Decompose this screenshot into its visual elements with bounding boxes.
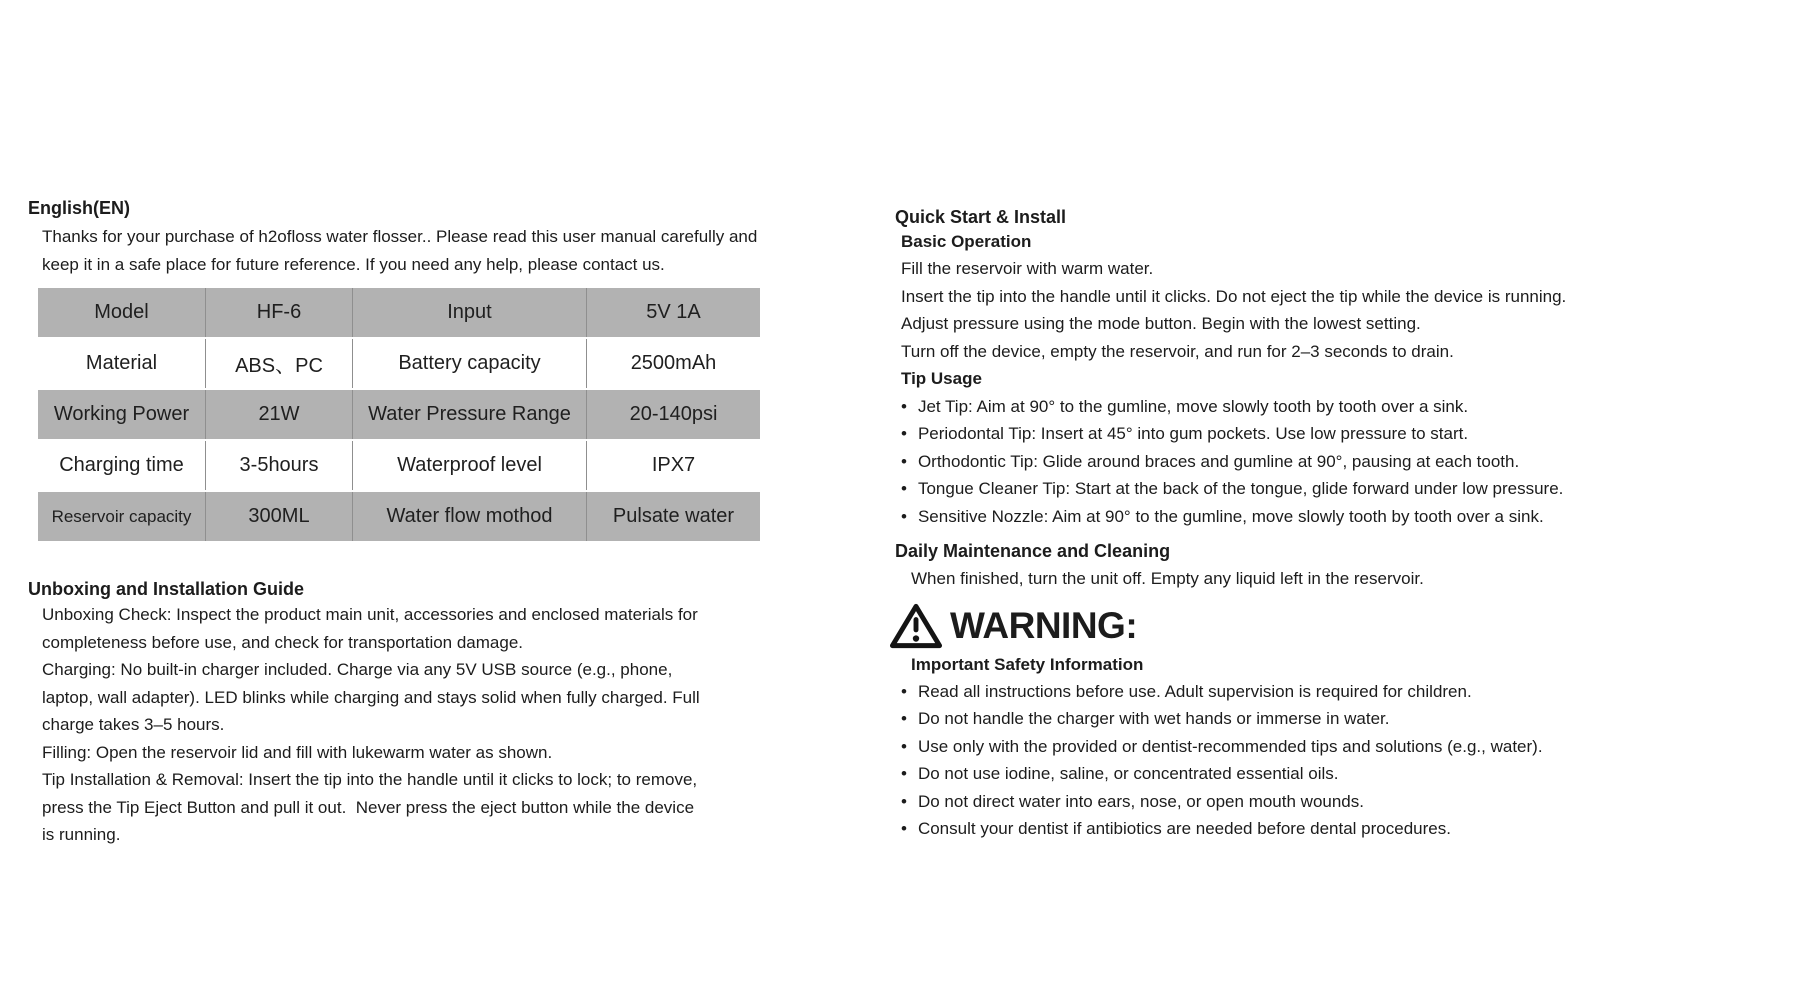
unboxing-paragraph: Unboxing Check: Inspect the product main unit, accessories and enclosed materials for completeness before use, and check for transportation damage.: [42, 605, 703, 652]
spec-cell: Water Pressure Range: [352, 390, 586, 439]
basic-step: Insert the tip into the handle until it clicks. Do not eject the tip while the device is running.: [901, 286, 1567, 306]
spec-cell: Input: [352, 288, 586, 337]
basic-step: Fill the reservoir with warm water.: [901, 259, 1154, 278]
tip-bullet-text: • Periodontal Tip: Insert at 45° into gum pockets. Use low pressure to start.: [917, 424, 1469, 443]
intro-paragraph: Thanks for your purchase of h2ofloss water flosser.. Please read this user manual carefully and keep it in a safe place for future reference. If you need any help, please contact us.: [42, 227, 763, 274]
safety-bullet-text: • Do not handle the charger with wet hands or immerse in water.: [917, 709, 1390, 728]
spec-cell: 3-5hours: [205, 441, 352, 490]
tip-bullet-item: [901, 448, 1665, 476]
spec-cell: Battery capacity: [352, 339, 586, 388]
tip-bullet-text: • Tongue Cleaner Tip: Start at the back of the tongue, glide forward under low pressure.: [917, 479, 1564, 498]
spec-table: [38, 286, 760, 543]
spec-cell: 300ML: [205, 492, 352, 541]
basic-step: Turn off the device, empty the reservoir, and run for 2–3 seconds to drain.: [901, 341, 1454, 361]
tip-bullet-item: [901, 503, 1665, 531]
safety-bullet-text: • Use only with the provided or dentist-recommended tips and solutions (e.g., water).: [917, 736, 1543, 756]
charging-paragraph: Charging: No built-in charger included. Charge via any 5V USB source (e.g., phone, laptop, wall adapter). LED blinks while charging and stays solid when fully charged. Full charge takes 3–5 hours.: [42, 660, 705, 734]
tip-bullet-item: [901, 393, 1665, 421]
spec-cell: 2500mAh: [586, 339, 760, 388]
spec-row: [38, 339, 760, 388]
spec-cell: Pulsate water: [586, 492, 760, 541]
filling-paragraph: Filling: Open the reservoir lid and fill with lukewarm water as shown.: [42, 742, 553, 762]
safety-bullet-item: [901, 815, 1665, 843]
spec-row: [38, 288, 760, 337]
maintenance-line: When finished, turn the unit off. Empty any liquid left in the reservoir.: [911, 569, 1424, 588]
safety-bullet-item: [901, 760, 1665, 788]
spec-cell: IPX7: [586, 441, 760, 490]
spec-cell: Model: [38, 288, 205, 337]
spec-row: [38, 492, 760, 541]
safety-bullet-item: [901, 788, 1665, 816]
tip-bullet-item: [901, 420, 1665, 448]
tip-bullet-item: [901, 475, 1665, 503]
spec-cell: Waterproof level: [352, 441, 586, 490]
safety-bullet-text: • Read all instructions before use. Adult supervision is required for children.: [917, 681, 1472, 701]
safety-bullet-item: [901, 705, 1665, 733]
spec-cell: Reservoir capacity: [38, 492, 205, 541]
right-column: [895, 205, 1665, 843]
language-heading: English(EN): [28, 198, 130, 218]
basic-operation-heading: Basic Operation: [901, 232, 1032, 251]
warning-triangle-icon: [889, 602, 943, 650]
spec-cell: Material: [85, 352, 158, 374]
tip-usage-heading: Tip Usage: [901, 369, 982, 388]
warning-label: WARNING:: [950, 604, 1138, 646]
quickstart-heading: Quick Start & Install: [895, 207, 1067, 227]
spec-cell: HF-6: [205, 288, 352, 337]
safety-bullet-text: • Consult your dentist if antibiotics are needed before dental procedures.: [917, 819, 1451, 838]
safety-bullet-text: • Do not direct water into ears, nose, or open mouth wounds.: [917, 791, 1364, 811]
spec-cell: ABS、PC: [205, 339, 352, 388]
maintenance-heading: Daily Maintenance and Cleaning: [895, 541, 1171, 561]
spec-cell: 5V 1A: [586, 288, 760, 337]
unboxing-heading: Unboxing and Installation Guide: [28, 579, 305, 599]
safety-bullet-text: • Do not use iodine, saline, or concentrated essential oils.: [917, 764, 1339, 783]
spec-cell: Water flow mothod: [352, 492, 586, 541]
tip-install-paragraph: Tip Installation & Removal: Insert the tip into the handle until it clicks to lock; to remove, press the Tip Eject Button and pull it out. Never press the eject button while the device is running.: [42, 770, 702, 844]
tip-bullet-text: • Jet Tip: Aim at 90° to the gumline, move slowly tooth by tooth over a sink.: [917, 396, 1469, 416]
tip-bullet-text: • Orthodontic Tip: Glide around braces and gumline at 90°, pausing at each tooth.: [917, 451, 1520, 471]
spec-cell: Charging time: [59, 454, 184, 476]
spec-row: [38, 390, 760, 439]
warning-banner: [889, 600, 1665, 652]
tip-bullet-text: • Sensitive Nozzle: Aim at 90° to the gumline, move slowly tooth by tooth over a sink.: [917, 506, 1544, 526]
spec-cell: 20-140psi: [586, 390, 760, 439]
spec-row: [38, 441, 760, 490]
basic-step: Adjust pressure using the mode button. Begin with the lowest setting.: [901, 314, 1421, 333]
spec-cell: 21W: [205, 390, 352, 439]
safety-heading: Important Safety Information: [911, 654, 1144, 674]
spec-cell: Working Power: [38, 390, 205, 439]
safety-bullet-item: [901, 678, 1665, 706]
left-column: [28, 196, 768, 849]
safety-bullet-item: [901, 733, 1665, 761]
